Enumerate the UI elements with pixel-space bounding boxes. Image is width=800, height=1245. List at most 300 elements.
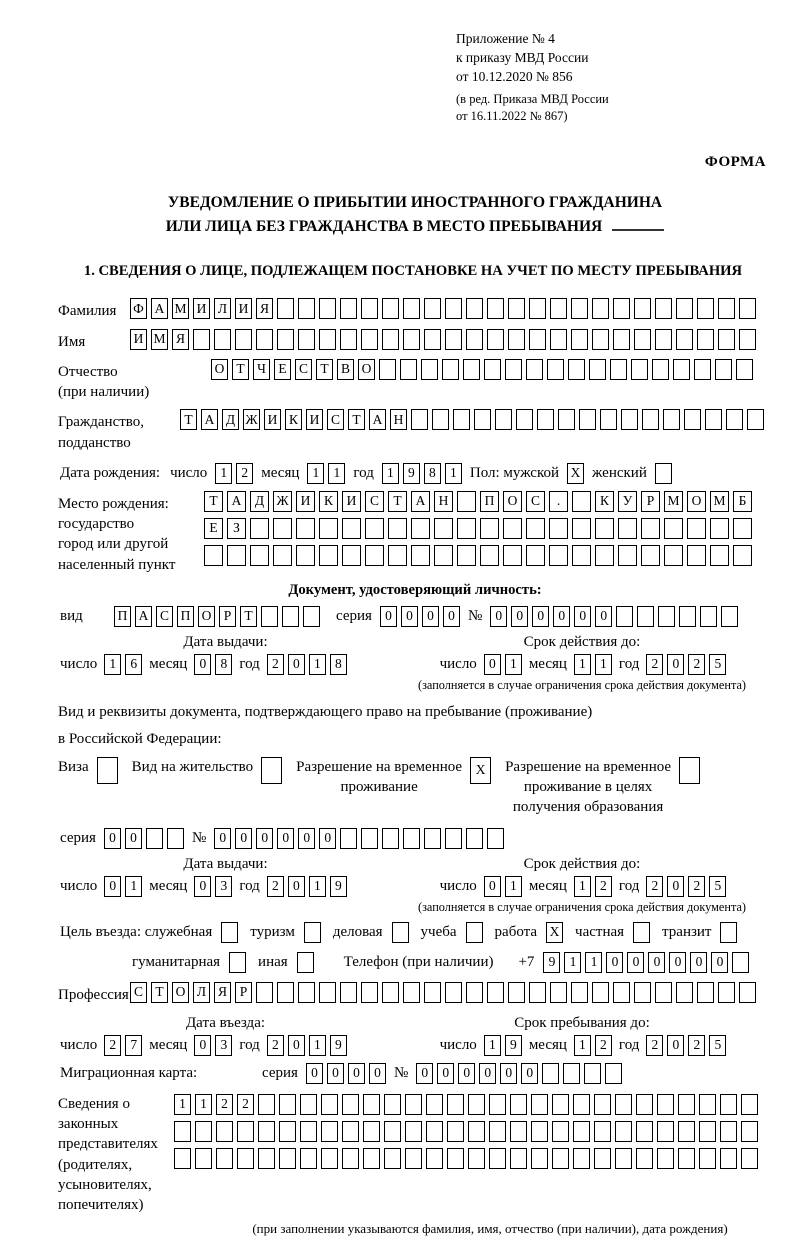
form-cell[interactable] xyxy=(195,1121,212,1142)
form-cell[interactable] xyxy=(550,329,567,350)
form-cell[interactable] xyxy=(652,359,669,380)
form-cell[interactable]: 0 xyxy=(194,1035,211,1056)
form-cell[interactable]: 2 xyxy=(216,1094,233,1115)
form-cell[interactable]: А xyxy=(151,298,168,319)
form-cell[interactable] xyxy=(503,518,522,539)
form-cell[interactable]: Т xyxy=(348,409,365,430)
form-cell[interactable] xyxy=(579,409,596,430)
form-cell[interactable]: 9 xyxy=(543,952,560,973)
form-cell[interactable] xyxy=(571,329,588,350)
form-cell[interactable]: 0 xyxy=(348,1063,365,1084)
form-cell[interactable]: 3 xyxy=(215,876,232,897)
form-cell[interactable]: И xyxy=(193,298,210,319)
form-cell[interactable] xyxy=(610,359,627,380)
form-cell[interactable] xyxy=(615,1094,632,1115)
form-cell[interactable] xyxy=(637,606,654,627)
form-cell[interactable] xyxy=(261,757,282,784)
form-cell[interactable] xyxy=(300,1148,317,1169)
form-cell[interactable] xyxy=(361,329,378,350)
form-cell[interactable]: 2 xyxy=(104,1035,121,1056)
form-cell[interactable] xyxy=(508,298,525,319)
form-cell[interactable] xyxy=(382,329,399,350)
form-cell[interactable] xyxy=(558,409,575,430)
form-cell[interactable]: Т xyxy=(388,491,407,512)
form-cell[interactable]: К xyxy=(595,491,614,512)
form-cell[interactable] xyxy=(542,1063,559,1084)
form-cell[interactable] xyxy=(463,359,480,380)
form-cell[interactable]: Т xyxy=(232,359,249,380)
form-cell[interactable]: А xyxy=(227,491,246,512)
form-cell[interactable] xyxy=(657,1094,674,1115)
form-cell[interactable] xyxy=(342,1148,359,1169)
form-cell[interactable] xyxy=(97,757,118,784)
form-cell[interactable] xyxy=(600,409,617,430)
form-cell[interactable]: 0 xyxy=(490,606,507,627)
form-cell[interactable] xyxy=(657,1121,674,1142)
form-cell[interactable] xyxy=(739,982,756,1003)
form-cell[interactable] xyxy=(237,1121,254,1142)
form-cell[interactable] xyxy=(342,518,361,539)
form-cell[interactable]: О xyxy=(211,359,228,380)
form-cell[interactable] xyxy=(552,1094,569,1115)
form-cell[interactable] xyxy=(664,545,683,566)
form-cell[interactable] xyxy=(403,828,420,849)
form-cell[interactable]: 1 xyxy=(382,463,399,484)
form-cell[interactable]: П xyxy=(480,491,499,512)
form-cell[interactable]: 1 xyxy=(574,1035,591,1056)
form-cell[interactable]: У xyxy=(618,491,637,512)
form-cell[interactable] xyxy=(403,329,420,350)
form-cell[interactable] xyxy=(592,329,609,350)
form-cell[interactable]: Р xyxy=(235,982,252,1003)
form-cell[interactable] xyxy=(655,298,672,319)
form-cell[interactable] xyxy=(673,359,690,380)
form-cell[interactable] xyxy=(678,1148,695,1169)
form-cell[interactable] xyxy=(388,518,407,539)
form-cell[interactable] xyxy=(489,1148,506,1169)
form-cell[interactable] xyxy=(531,1121,548,1142)
form-cell[interactable] xyxy=(721,606,738,627)
form-cell[interactable] xyxy=(403,982,420,1003)
form-cell[interactable] xyxy=(250,518,269,539)
form-cell[interactable]: 0 xyxy=(667,654,684,675)
form-cell[interactable] xyxy=(526,545,545,566)
form-cell[interactable]: Л xyxy=(214,298,231,319)
form-cell[interactable] xyxy=(739,329,756,350)
form-cell[interactable] xyxy=(592,982,609,1003)
form-cell[interactable] xyxy=(705,409,722,430)
form-cell[interactable]: 9 xyxy=(505,1035,522,1056)
form-cell[interactable] xyxy=(445,982,462,1003)
form-cell[interactable]: И xyxy=(306,409,323,430)
form-cell[interactable] xyxy=(426,1094,443,1115)
form-cell[interactable] xyxy=(298,329,315,350)
form-cell[interactable] xyxy=(363,1148,380,1169)
form-cell[interactable]: Е xyxy=(274,359,291,380)
form-cell[interactable] xyxy=(300,1121,317,1142)
form-cell[interactable] xyxy=(741,1148,758,1169)
form-cell[interactable] xyxy=(340,828,357,849)
form-cell[interactable] xyxy=(466,982,483,1003)
form-cell[interactable]: Т xyxy=(240,606,257,627)
form-cell[interactable]: 0 xyxy=(194,654,211,675)
form-cell[interactable] xyxy=(480,518,499,539)
form-cell[interactable] xyxy=(594,1121,611,1142)
form-cell[interactable] xyxy=(537,409,554,430)
form-cell[interactable] xyxy=(250,545,269,566)
form-cell[interactable] xyxy=(552,1148,569,1169)
form-cell[interactable] xyxy=(700,606,717,627)
form-cell[interactable]: 0 xyxy=(437,1063,454,1084)
form-cell[interactable]: X xyxy=(567,463,584,484)
form-cell[interactable]: 1 xyxy=(574,654,591,675)
form-cell[interactable] xyxy=(510,1094,527,1115)
form-cell[interactable] xyxy=(300,1094,317,1115)
form-cell[interactable] xyxy=(480,545,499,566)
form-cell[interactable] xyxy=(484,359,501,380)
form-cell[interactable] xyxy=(432,409,449,430)
form-cell[interactable] xyxy=(568,359,585,380)
form-cell[interactable]: В xyxy=(337,359,354,380)
form-cell[interactable] xyxy=(633,922,650,943)
form-cell[interactable]: П xyxy=(177,606,194,627)
form-cell[interactable]: И xyxy=(235,298,252,319)
form-cell[interactable] xyxy=(589,359,606,380)
form-cell[interactable] xyxy=(489,1121,506,1142)
form-cell[interactable] xyxy=(718,329,735,350)
form-cell[interactable] xyxy=(657,1148,674,1169)
form-cell[interactable] xyxy=(571,298,588,319)
form-cell[interactable] xyxy=(384,1094,401,1115)
form-cell[interactable] xyxy=(616,606,633,627)
form-cell[interactable] xyxy=(195,1148,212,1169)
form-cell[interactable]: X xyxy=(470,757,491,784)
form-cell[interactable]: Е xyxy=(204,518,223,539)
form-cell[interactable] xyxy=(710,518,729,539)
form-cell[interactable] xyxy=(298,982,315,1003)
form-cell[interactable]: Ж xyxy=(273,491,292,512)
form-cell[interactable] xyxy=(221,922,238,943)
form-cell[interactable]: С xyxy=(526,491,545,512)
form-cell[interactable] xyxy=(424,982,441,1003)
form-cell[interactable] xyxy=(405,1148,422,1169)
form-cell[interactable] xyxy=(615,1148,632,1169)
form-cell[interactable]: 8 xyxy=(215,654,232,675)
form-cell[interactable] xyxy=(388,545,407,566)
form-cell[interactable]: И xyxy=(296,491,315,512)
form-cell[interactable] xyxy=(382,298,399,319)
form-cell[interactable] xyxy=(235,329,252,350)
form-cell[interactable]: 2 xyxy=(646,1035,663,1056)
form-cell[interactable] xyxy=(342,1121,359,1142)
form-cell[interactable] xyxy=(384,1148,401,1169)
form-cell[interactable]: 2 xyxy=(688,1035,705,1056)
form-cell[interactable]: 1 xyxy=(215,463,232,484)
form-cell[interactable]: С xyxy=(156,606,173,627)
form-cell[interactable] xyxy=(531,1094,548,1115)
form-cell[interactable] xyxy=(516,409,533,430)
form-cell[interactable]: А xyxy=(135,606,152,627)
form-cell[interactable]: 0 xyxy=(104,828,121,849)
form-cell[interactable] xyxy=(445,329,462,350)
form-cell[interactable]: 0 xyxy=(532,606,549,627)
form-cell[interactable]: 0 xyxy=(256,828,273,849)
form-cell[interactable]: 0 xyxy=(690,952,707,973)
form-cell[interactable] xyxy=(468,1121,485,1142)
form-cell[interactable] xyxy=(736,359,753,380)
form-cell[interactable] xyxy=(361,298,378,319)
form-cell[interactable] xyxy=(487,329,504,350)
form-cell[interactable] xyxy=(361,828,378,849)
form-cell[interactable]: 0 xyxy=(214,828,231,849)
form-cell[interactable] xyxy=(342,1094,359,1115)
form-cell[interactable] xyxy=(447,1094,464,1115)
form-cell[interactable]: О xyxy=(687,491,706,512)
form-cell[interactable]: 2 xyxy=(595,876,612,897)
form-cell[interactable]: И xyxy=(264,409,281,430)
form-cell[interactable]: 1 xyxy=(484,1035,501,1056)
form-cell[interactable] xyxy=(573,1148,590,1169)
form-cell[interactable] xyxy=(747,409,764,430)
form-cell[interactable] xyxy=(720,1148,737,1169)
form-cell[interactable] xyxy=(655,982,672,1003)
form-cell[interactable] xyxy=(572,545,591,566)
form-cell[interactable] xyxy=(304,922,321,943)
form-cell[interactable] xyxy=(146,828,163,849)
form-cell[interactable] xyxy=(297,952,314,973)
form-cell[interactable]: Т xyxy=(180,409,197,430)
form-cell[interactable] xyxy=(405,1094,422,1115)
form-cell[interactable]: 0 xyxy=(648,952,665,973)
form-cell[interactable]: 0 xyxy=(380,606,397,627)
form-cell[interactable] xyxy=(296,545,315,566)
form-cell[interactable] xyxy=(365,518,384,539)
form-cell[interactable] xyxy=(510,1121,527,1142)
form-cell[interactable] xyxy=(641,518,660,539)
form-cell[interactable] xyxy=(694,359,711,380)
form-cell[interactable]: Д xyxy=(250,491,269,512)
form-cell[interactable] xyxy=(571,982,588,1003)
form-cell[interactable] xyxy=(487,828,504,849)
form-cell[interactable]: 1 xyxy=(505,876,522,897)
form-cell[interactable] xyxy=(697,329,714,350)
form-cell[interactable] xyxy=(167,828,184,849)
form-cell[interactable] xyxy=(424,828,441,849)
form-cell[interactable] xyxy=(445,828,462,849)
form-cell[interactable] xyxy=(572,491,591,512)
form-cell[interactable] xyxy=(718,982,735,1003)
form-cell[interactable] xyxy=(273,545,292,566)
form-cell[interactable]: 0 xyxy=(667,876,684,897)
form-cell[interactable] xyxy=(526,518,545,539)
form-cell[interactable] xyxy=(720,1094,737,1115)
form-cell[interactable]: 5 xyxy=(709,654,726,675)
form-cell[interactable] xyxy=(636,1094,653,1115)
form-cell[interactable]: 1 xyxy=(104,654,121,675)
form-cell[interactable] xyxy=(678,1121,695,1142)
form-cell[interactable] xyxy=(403,298,420,319)
form-cell[interactable]: 0 xyxy=(595,606,612,627)
form-cell[interactable] xyxy=(361,982,378,1003)
form-cell[interactable]: 2 xyxy=(646,876,663,897)
form-cell[interactable]: 0 xyxy=(711,952,728,973)
form-cell[interactable]: 0 xyxy=(422,606,439,627)
form-cell[interactable]: 1 xyxy=(174,1094,191,1115)
form-cell[interactable] xyxy=(658,606,675,627)
form-cell[interactable]: Ч xyxy=(253,359,270,380)
form-cell[interactable] xyxy=(529,298,546,319)
form-cell[interactable] xyxy=(679,606,696,627)
form-cell[interactable]: 1 xyxy=(195,1094,212,1115)
form-cell[interactable] xyxy=(340,329,357,350)
form-cell[interactable] xyxy=(321,1094,338,1115)
form-cell[interactable] xyxy=(216,1121,233,1142)
form-cell[interactable]: Д xyxy=(222,409,239,430)
form-cell[interactable] xyxy=(453,409,470,430)
form-cell[interactable] xyxy=(572,518,591,539)
form-cell[interactable]: 0 xyxy=(327,1063,344,1084)
form-cell[interactable] xyxy=(655,329,672,350)
form-cell[interactable]: М xyxy=(664,491,683,512)
form-cell[interactable]: К xyxy=(319,491,338,512)
form-cell[interactable]: 2 xyxy=(267,876,284,897)
form-cell[interactable]: 0 xyxy=(484,654,501,675)
form-cell[interactable]: 0 xyxy=(125,828,142,849)
form-cell[interactable] xyxy=(687,545,706,566)
form-cell[interactable]: К xyxy=(285,409,302,430)
form-cell[interactable]: Ф xyxy=(130,298,147,319)
form-cell[interactable]: 0 xyxy=(235,828,252,849)
form-cell[interactable]: 2 xyxy=(646,654,663,675)
form-cell[interactable] xyxy=(258,1121,275,1142)
form-cell[interactable]: 8 xyxy=(330,654,347,675)
form-cell[interactable] xyxy=(382,982,399,1003)
form-cell[interactable] xyxy=(457,491,476,512)
form-cell[interactable] xyxy=(405,1121,422,1142)
form-cell[interactable] xyxy=(615,1121,632,1142)
form-cell[interactable] xyxy=(573,1094,590,1115)
form-cell[interactable]: О xyxy=(172,982,189,1003)
form-cell[interactable] xyxy=(636,1121,653,1142)
form-cell[interactable]: 1 xyxy=(505,654,522,675)
form-cell[interactable] xyxy=(618,518,637,539)
form-cell[interactable] xyxy=(699,1148,716,1169)
form-cell[interactable] xyxy=(605,1063,622,1084)
form-cell[interactable] xyxy=(687,518,706,539)
form-cell[interactable]: 0 xyxy=(574,606,591,627)
form-cell[interactable] xyxy=(678,1094,695,1115)
form-cell[interactable] xyxy=(214,329,231,350)
form-cell[interactable]: 0 xyxy=(443,606,460,627)
form-cell[interactable]: Я xyxy=(172,329,189,350)
form-cell[interactable] xyxy=(411,518,430,539)
form-cell[interactable] xyxy=(282,606,299,627)
form-cell[interactable]: 0 xyxy=(553,606,570,627)
form-cell[interactable]: З xyxy=(227,518,246,539)
form-cell[interactable]: М xyxy=(710,491,729,512)
form-cell[interactable]: Т xyxy=(204,491,223,512)
form-cell[interactable]: Т xyxy=(151,982,168,1003)
form-cell[interactable]: Р xyxy=(219,606,236,627)
form-cell[interactable] xyxy=(741,1121,758,1142)
form-cell[interactable] xyxy=(319,298,336,319)
form-cell[interactable] xyxy=(732,952,749,973)
form-cell[interactable]: 1 xyxy=(309,1035,326,1056)
form-cell[interactable] xyxy=(256,982,273,1003)
form-cell[interactable] xyxy=(342,545,361,566)
form-cell[interactable] xyxy=(379,359,396,380)
form-cell[interactable]: 5 xyxy=(709,1035,726,1056)
form-cell[interactable] xyxy=(447,1148,464,1169)
form-cell[interactable]: 1 xyxy=(125,876,142,897)
form-cell[interactable]: 7 xyxy=(125,1035,142,1056)
form-cell[interactable]: 0 xyxy=(319,828,336,849)
form-cell[interactable]: 9 xyxy=(330,876,347,897)
form-cell[interactable] xyxy=(468,1148,485,1169)
form-cell[interactable]: 3 xyxy=(215,1035,232,1056)
form-cell[interactable]: Р xyxy=(641,491,660,512)
form-cell[interactable]: А xyxy=(369,409,386,430)
form-cell[interactable] xyxy=(340,982,357,1003)
form-cell[interactable] xyxy=(550,982,567,1003)
form-cell[interactable] xyxy=(273,518,292,539)
form-cell[interactable] xyxy=(655,463,672,484)
form-cell[interactable] xyxy=(277,329,294,350)
form-cell[interactable]: 6 xyxy=(125,654,142,675)
form-cell[interactable] xyxy=(631,359,648,380)
form-cell[interactable]: 0 xyxy=(416,1063,433,1084)
form-cell[interactable] xyxy=(510,1148,527,1169)
form-cell[interactable]: И xyxy=(130,329,147,350)
form-cell[interactable] xyxy=(277,982,294,1003)
form-cell[interactable] xyxy=(468,1094,485,1115)
form-cell[interactable] xyxy=(549,545,568,566)
form-cell[interactable]: Т xyxy=(316,359,333,380)
form-cell[interactable] xyxy=(229,952,246,973)
form-cell[interactable] xyxy=(676,329,693,350)
form-cell[interactable] xyxy=(487,298,504,319)
form-cell[interactable]: 8 xyxy=(424,463,441,484)
form-cell[interactable]: 0 xyxy=(306,1063,323,1084)
form-cell[interactable] xyxy=(550,298,567,319)
form-cell[interactable]: Н xyxy=(390,409,407,430)
form-cell[interactable] xyxy=(319,518,338,539)
form-cell[interactable] xyxy=(613,298,630,319)
form-cell[interactable] xyxy=(715,359,732,380)
form-cell[interactable] xyxy=(447,1121,464,1142)
form-cell[interactable] xyxy=(319,982,336,1003)
form-cell[interactable] xyxy=(718,298,735,319)
form-cell[interactable]: 0 xyxy=(288,654,305,675)
form-cell[interactable]: 2 xyxy=(595,1035,612,1056)
form-cell[interactable]: 0 xyxy=(401,606,418,627)
form-cell[interactable]: 2 xyxy=(267,654,284,675)
form-cell[interactable] xyxy=(319,329,336,350)
form-cell[interactable]: 1 xyxy=(445,463,462,484)
form-cell[interactable] xyxy=(392,922,409,943)
form-cell[interactable] xyxy=(720,1121,737,1142)
form-cell[interactable]: X xyxy=(546,922,563,943)
form-cell[interactable] xyxy=(489,1094,506,1115)
form-cell[interactable]: . xyxy=(549,491,568,512)
form-cell[interactable] xyxy=(466,329,483,350)
form-cell[interactable] xyxy=(697,298,714,319)
form-cell[interactable]: 0 xyxy=(667,1035,684,1056)
form-cell[interactable] xyxy=(563,1063,580,1084)
form-cell[interactable] xyxy=(547,359,564,380)
form-cell[interactable] xyxy=(720,922,737,943)
form-cell[interactable]: 5 xyxy=(709,876,726,897)
